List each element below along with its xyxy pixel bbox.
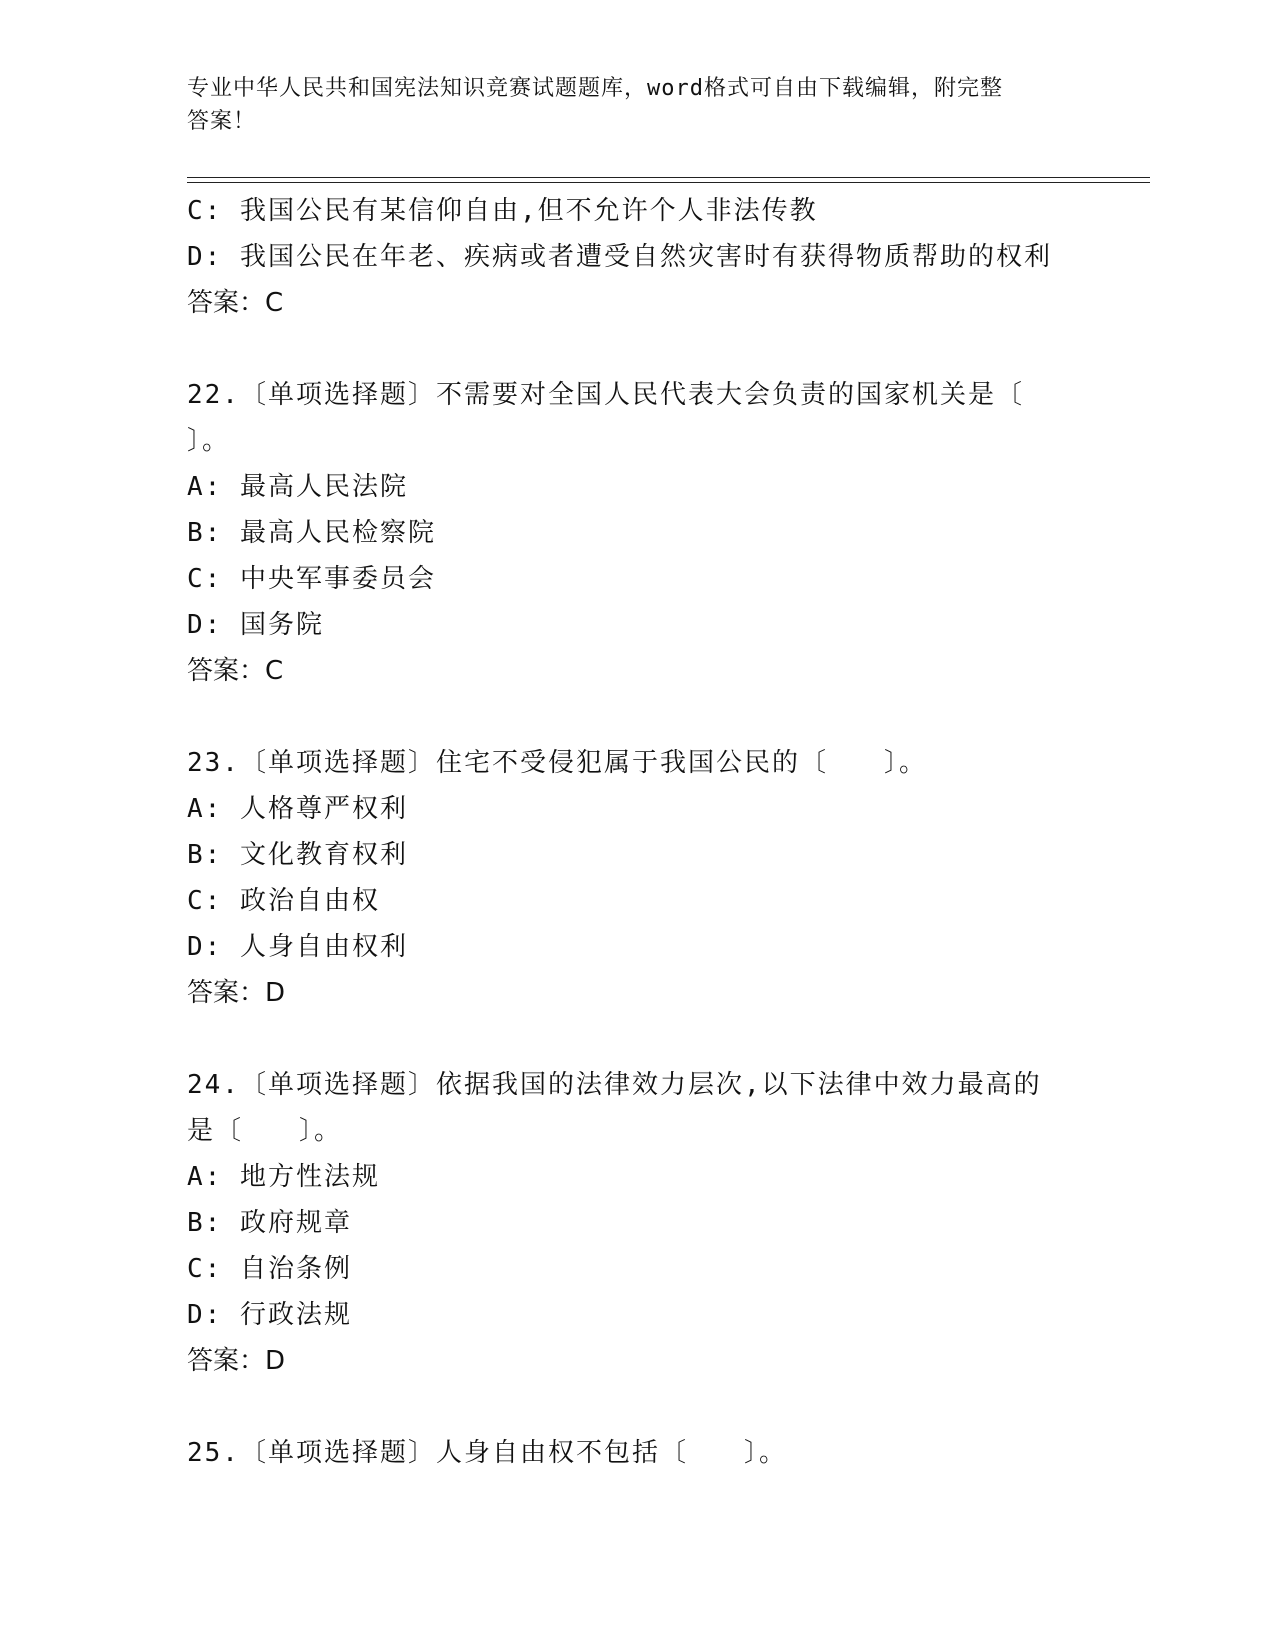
question-list	[187, 188, 1087, 1476]
answer: 答案：C	[187, 288, 284, 318]
header-line-2: 答案！	[187, 109, 257, 134]
spacer	[187, 326, 1087, 372]
option-c: C: 自治条例	[187, 1254, 352, 1284]
option-d: D: 我国公民在年老、疾病或者遭受自然灾害时有获得物质帮助的权利	[187, 242, 1052, 272]
option-c: C: 中央军事委员会	[187, 564, 436, 594]
option-d: D: 行政法规	[187, 1300, 352, 1330]
question-stem: 25.〔单项选择题〕人身自由权不包括〔 〕。	[187, 1438, 787, 1468]
question-stem: 24.〔单项选择题〕依据我国的法律效力层次,以下法律中效力最高的	[187, 1070, 1042, 1100]
question-stem: 22.〔单项选择题〕不需要对全国人民代表大会负责的国家机关是〔	[187, 380, 1024, 410]
spacer	[187, 1384, 1087, 1430]
option-d: D: 人身自由权利	[187, 932, 408, 962]
question-25	[187, 1430, 1087, 1476]
option-c: C: 我国公民有某信仰自由,但不允许个人非法传教	[187, 196, 818, 226]
question-stem-cont: 是〔 〕。	[187, 1116, 343, 1146]
question-23	[187, 740, 1087, 1016]
option-d: D: 国务院	[187, 610, 324, 640]
option-a: A: 人格尊严权利	[187, 794, 408, 824]
page-header	[187, 72, 1067, 138]
spacer	[187, 694, 1087, 740]
option-c: C: 政治自由权	[187, 886, 380, 916]
answer: 答案：D	[187, 978, 286, 1008]
spacer	[187, 1016, 1087, 1062]
prev-question	[187, 188, 1087, 326]
option-b: B: 文化教育权利	[187, 840, 408, 870]
header-line-1: 专业中华人民共和国宪法知识竞赛试题题库，word格式可自由下载编辑，附完整	[187, 76, 1003, 101]
question-24	[187, 1062, 1087, 1384]
header-divider-bottom	[187, 182, 1150, 183]
answer: 答案：D	[187, 1346, 286, 1376]
option-a: A: 最高人民法院	[187, 472, 408, 502]
header-divider-top	[187, 177, 1150, 178]
answer: 答案：C	[187, 656, 284, 686]
option-b: B: 政府规章	[187, 1208, 352, 1238]
question-22	[187, 372, 1087, 694]
option-a: A: 地方性法规	[187, 1162, 380, 1192]
question-stem: 23.〔单项选择题〕住宅不受侵犯属于我国公民的〔 〕。	[187, 748, 927, 778]
option-b: B: 最高人民检察院	[187, 518, 436, 548]
question-stem-cont: 〕。	[187, 426, 231, 456]
